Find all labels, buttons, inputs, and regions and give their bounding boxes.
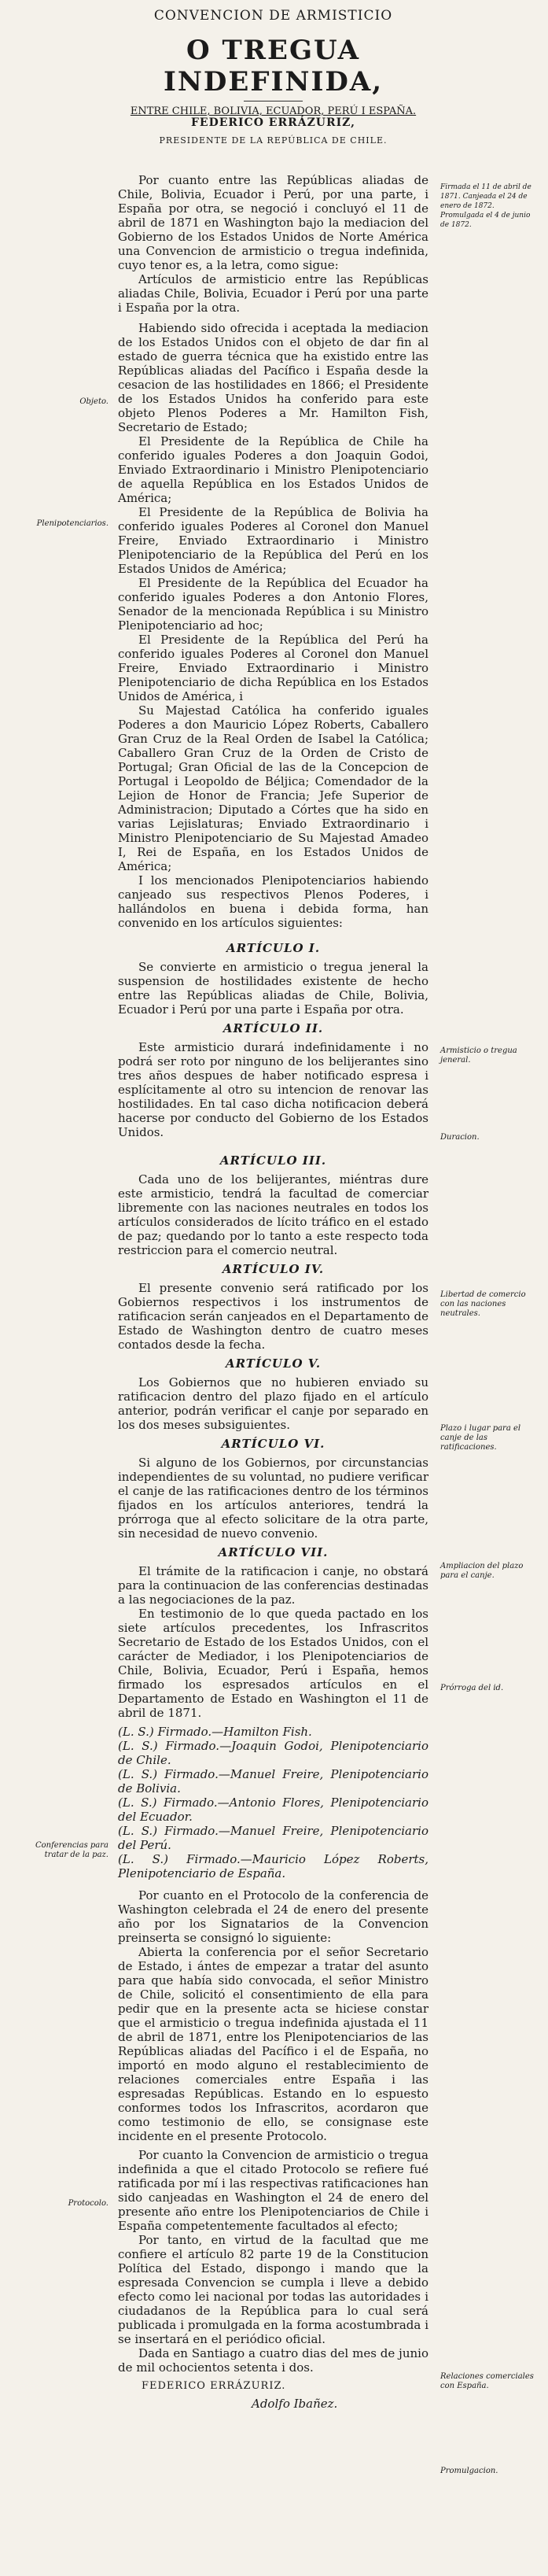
- margin-note-protocolo: Protocolo.: [68, 2199, 108, 2208]
- dada-en-santiago: Dada en Santiago a cuatro dias del mes de junio de mil ochocientos setenta i dos.: [118, 2346, 428, 2375]
- parties-subtitle: ENTRE CHILE, BOLIVIA, ECUADOR, PERÚ I ESPAÑA.: [130, 105, 417, 117]
- final-signature-minister: Adolfo Ibañez.: [252, 2397, 338, 2411]
- article-3-text: Cada uno de los belijerantes, miéntras dure este armisticio, tendrá la facultad de comerciar libremente con las naciones neutrales en todos los artículos considerados de lícito tráfico en el estado de paz; quedando por lo tanto a este respecto toda restriccion para el comercio neutral.: [118, 1172, 428, 1257]
- convention-title: CONVENCION DE ARMISTICIO: [153, 8, 393, 24]
- margin-note-art4: Plazo i lugar para el canje de las ratificaciones.: [440, 1424, 521, 1452]
- paragraph-objeto: Habiendo sido ofrecida i aceptada la mediacion de los Estados Unidos con el objeto de dar fin al estado de guerra técnica que ha existido entre las Repúblicas aliadas del Pacífico i España desde la cesacion de las hostilidades en 1866; el Presidente de los Estados Unidos ha conferido para este objeto Plenos Poderes a Mr. Hamilton Fish, Secretario de Estado;: [118, 321, 428, 434]
- article-5-text: Los Gobiernos que no hubieren enviado su ratificacion dentro del plazo fijado en el artículo anterior, podrán verificar el canje por separado en los dos meses subsiguientes.: [118, 1375, 428, 1432]
- margin-note-art1: Armisticio o tregua jeneral.: [440, 1046, 517, 1065]
- testimonio: En testimonio de lo que queda pactado en los siete artículos precedentes, los Infrascritos Secretario de Estado de los Estados Unidos, con el carácter de Mediador, i los Plenipotenciarios de Chile, Bolivia, Ecuador, Perú i España, hemos firmado los espresados artículos en el Departamento de Estado en Washington el 11 de abril de 1871.: [118, 1607, 428, 1720]
- margin-note-art2: Duracion.: [440, 1133, 480, 1142]
- document-body: [118, 173, 428, 2411]
- article-1-title: ARTÍCULO I.: [226, 941, 321, 955]
- signature-freire-bolivia: (L. S.) Firmado.—Manuel Freire, Plenipotenciario de Bolivia.: [118, 1767, 428, 1795]
- signature-fish: (L. S.) Firmado.—Hamilton Fish.: [118, 1725, 312, 1739]
- article-2-text: Este armisticio durará indefinidamente i no podrá ser roto por ninguno de los belijerantes sino tres años despues de haber notificado espresa i esplícitamente al otro su intencion de renovar las hostilidades. En tal caso dicha notificacion deberá hacerse por conducto del Gobierno de los Estados Unidos.: [118, 1040, 428, 1139]
- article-1-text: Se convierte en armisticio o tregua jeneral la suspension de hostilidades existente de hecho entre las Repúblicas aliadas de Chile, Bolivia, Ecuador i Perú por una parte i España por otra.: [118, 960, 428, 1017]
- president-name: FEDERICO ERRÁZURIZ,: [190, 116, 356, 129]
- margin-note-art3: Libertad de comercio con las naciones neutrales.: [440, 1290, 526, 1318]
- protocol-intro: Por cuanto en el Protocolo de la conferencia de Washington celebrada el 24 de enero del presente año por los Signatarios de la Convencion preinserta se consignó lo siguiente:: [118, 1888, 428, 1945]
- paragraph-convenido: I los mencionados Plenipotenciarios habiendo canjeado sus respectivos Plenos Poderes, i hallándolos en buena i debida forma, han convenido en los artículos siguientes:: [118, 873, 428, 930]
- margin-note-art5: Ampliacion del plazo para el canje.: [440, 1562, 524, 1580]
- margin-note-objeto: Objeto.: [79, 397, 108, 406]
- margin-note-promulgacion: Promulgacion.: [440, 2467, 498, 2475]
- article-4-text: El presente convenio será ratificado por los Gobiernos respectivos i los instrumentos de ratificacion serán canjeados en el Departamento de Estado de Washington dentro de cuatro meses contados desde la fecha.: [118, 1281, 428, 1352]
- article-6-title: ARTÍCULO VI.: [221, 1437, 325, 1451]
- main-title: O TREGUA INDEFINIDA,: [163, 35, 384, 98]
- paragraph-espana: Su Majestad Católica ha conferido iguales Poderes a don Mauricio López Roberts, Caballero Gran Cruz de la Real Orden de Isabel la Católica; Caballero Gran Cruz de la Orden de Cristo de Portugal; Gran Oficial de las de la Concepcion de Portugal i Leopoldo de Béljica; Comendador de la Lejion de Honor de Francia; Jefe Superior de Administracion; Diputado a Córtes que ha sido en varias Lejislaturas; Enviado Extraordinario i Ministro Plenipotenciario de Su Majestad Amadeo I, Rei de España, en los Estados Unidos de América;: [118, 703, 428, 873]
- paragraph-bolivia: El Presidente de la República de Bolivia ha conferido iguales Poderes al Coronel don Manuel Freire, Enviado Extraordinario i Ministro Plenipotenciario de la República del Perú en los Estados Unidos de América;: [118, 505, 428, 576]
- signatory-block: [118, 116, 428, 146]
- signature-lopez-roberts: (L. S.) Firmado.—Mauricio López Roberts, Plenipotenciario de España.: [118, 1852, 428, 1880]
- margin-note-plenipotenciarios: Plenipotenciarios.: [36, 519, 108, 528]
- president-title: PRESIDENTE DE LA REPÚBLICA DE CHILE.: [159, 135, 388, 146]
- preamble: Por cuanto entre las Repúblicas aliadas de Chile, Bolivia, Ecuador i Perú, por una parte, i España por otra, se negoció i concluyó el 11 de abril de 1871 en Washington bajo la mediacion del Gobierno de los Estados Unidos de Norte América una Convencion de armisticio o tregua indefinida, cuyo tenor es, a la letra, como sigue:: [118, 173, 428, 272]
- signature-godoi: (L. S.) Firmado.—Joaquin Godoi, Plenipotenciario de Chile.: [118, 1739, 428, 1767]
- ratification-paragraph: Por cuanto la Convencion de armisticio o tregua indefinida a que el citado Protocolo se refiere fué ratificada por mí i las respectivas ratificaciones han sido canjeadas en Washington el 24 de enero del presente año entre los Plenipotenciarios de Chile i España competentemente facultados al efecto;: [118, 2148, 428, 2233]
- paragraph-chile: El Presidente de la República de Chile ha conferido iguales Poderes a don Joaquin Godoi, Enviado Extraordinario i Ministro Plenipotenciario de aquella República en los Estados Unidos de América;: [118, 434, 428, 505]
- articles-intro: Artículos de armisticio entre las Repúblicas aliadas Chile, Bolivia, Ecuador i Perú por una parte i España por la otra.: [118, 272, 428, 315]
- article-5-title: ARTÍCULO V.: [225, 1356, 322, 1371]
- margin-note-relaciones: Relaciones comerciales con España.: [440, 2372, 534, 2390]
- article-2-title: ARTÍCULO II.: [223, 1021, 324, 1035]
- paragraph-peru: El Presidente de la República del Perú ha conferido iguales Poderes al Coronel don Manuel Freire, Enviado Extraordinario i Ministro Plenipotenciario de dicha República en los Estados Unidos de América, i: [118, 633, 428, 703]
- paragraph-ecuador: El Presidente de la República del Ecuador ha conferido iguales Poderes a don Antonio Flores, Senador de la mencionada República i su Ministro Plenipotenciario ad hoc;: [118, 576, 428, 633]
- signature-flores: (L. S.) Firmado.—Antonio Flores, Plenipotenciario del Ecuador.: [118, 1795, 428, 1824]
- article-6-text: Si alguno de los Gobiernos, por circunstancias independientes de su voluntad, no pudiere verificar el canje de las ratificaciones dentro de los términos fijados en los artículos anteriores, tendrá la prórroga que al efecto solicitare de la otra parte, sin necesidad de nuevo convenio.: [118, 1456, 428, 1541]
- article-3-title: ARTÍCULO III.: [219, 1153, 327, 1168]
- signature-freire-peru: (L. S.) Firmado.—Manuel Freire, Plenipotenciario del Perú.: [118, 1824, 428, 1852]
- margin-note-art6: Prórroga del id.: [440, 1684, 504, 1692]
- protocol-text: Abierta la conferencia por el señor Secretario de Estado, i ántes de empezar a tratar del asunto para que había sido convocada, el señor Ministro de Chile, solicitó el consentimiento de ella para pedir que en la presente acta se hiciese constar que el armisticio o tregua indefinida ajustada el 11 de abril de 1871, entre los Plenipotenciarios de las Repúblicas aliadas del Pacífico i el de España, no importó en modo alguno el restablecimiento de relaciones comerciales entre España i las espresadas Repúblicas. Estando en lo espuesto conformes todos los Infrascritos, acordaron que como testimonio de ello, se consignase este incidente en el presente Protocolo.: [118, 1945, 428, 2143]
- margin-note-dates: Firmada el 11 de abril de 1871. Canjeada el 24 de enero de 1872. Promulgada el 4 de junio de 1872.: [440, 183, 531, 229]
- margin-note-art7: Conferencias para tratar de la paz.: [35, 1841, 108, 1859]
- article-4-title: ARTÍCULO IV.: [222, 1262, 325, 1276]
- article-7-text: El trámite de la ratificacion i canje, no obstará para la continuacion de las conferencias destinadas a las negociaciones de la paz.: [118, 1564, 428, 1607]
- article-7-title: ARTÍCULO VII.: [218, 1545, 329, 1559]
- promulgation-paragraph: Por tanto, en virtud de la facultad que me confiere el artículo 82 parte 19 de la Constitucion Política del Estado, dispongo i mando que la espresada Convencion se cumpla i lleve a debido efecto como lei nacional por todas las autoridades i ciudadanos de la República para lo cual será publicada i promulgada en la forma acostumbrada i se insertará en el periódico oficial.: [118, 2233, 428, 2346]
- final-signature-president: FEDERICO ERRÁZURIZ.: [142, 2380, 286, 2392]
